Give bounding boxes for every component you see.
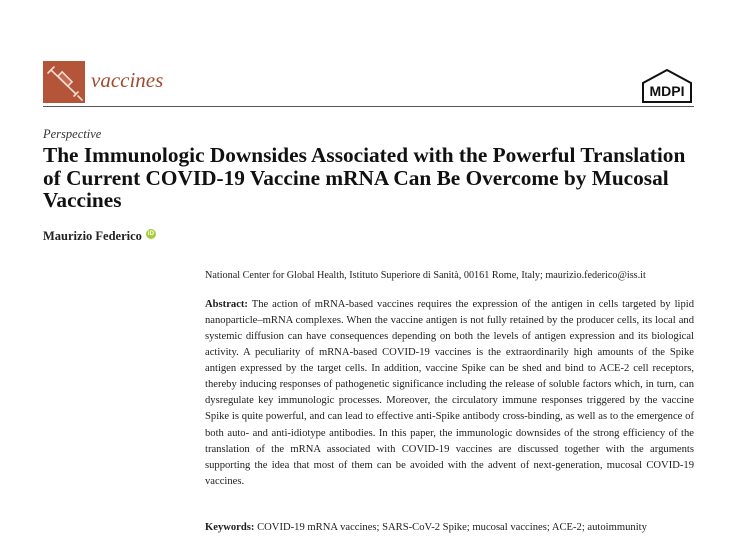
abstract-text: The action of mRNA-based vaccines requires the expression of the antigen in cells targeted by lipid nanoparticle–mRNA complexes. When the vaccine antigen is not fully retained by the producer cells, its local and systemic diffusion can have consequences depending on both the levels of antigen expression and its biological activity. A peculiarity of mRNA-based COVID-19 vaccines is the extraordinarily high amounts of the Spike antigen expressed by the target cells. In addition, vaccine Spike can be shed and bind to ACE-2 cell receptors, thereby inducing responses of pathogenetic significance including the release of soluble factors which, in turn, can dysregulate key immunologic processes. Moreover, the circulatory immune responses triggered by the vaccine Spike is quite powerful, and can lead to effective anti-Spike antibody cross-binding, as well as to the emergence of both auto- and anti-idiotype antibodies. In this paper, the immunologic downsides of the strong efficiency of the translation of the mRNA associated with COVID-19 vaccines are discussed together with the arguments supporting the idea that most of them can be avoided with the advent of next-generation, mucosal COVID-19 vaccines. [205,299,694,487]
syringe-icon [43,61,85,103]
abstract [205,297,694,490]
article-type: Perspective [43,127,102,141]
header-divider [43,106,694,107]
mdpi-logo [641,69,693,108]
keywords-label: Keywords: [205,522,255,533]
journal-name: vaccines [91,68,164,92]
journal-logo [43,61,85,103]
author-line [43,229,156,244]
abstract-label: Abstract: [205,299,248,310]
affiliation: National Center for Global Health, Istituto Superiore di Sanità, 00161 Rome, Italy; maurizio.federico@iss.it [205,270,646,281]
publisher-logo-text: MDPI [649,83,685,99]
article-title: The Immunologic Downsides Associated with the Powerful Translation of Current COVID-19 Vaccine mRNA Can Be Overcome by Mucosal Vaccines [43,143,686,212]
keywords [205,522,705,533]
author-name: Maurizio Federico [43,229,142,243]
keywords-text: COVID-19 mRNA vaccines; SARS-CoV-2 Spike; mucosal vaccines; ACE-2; autoimmunity [257,522,647,533]
orcid-icon[interactable]: iD [147,230,154,237]
